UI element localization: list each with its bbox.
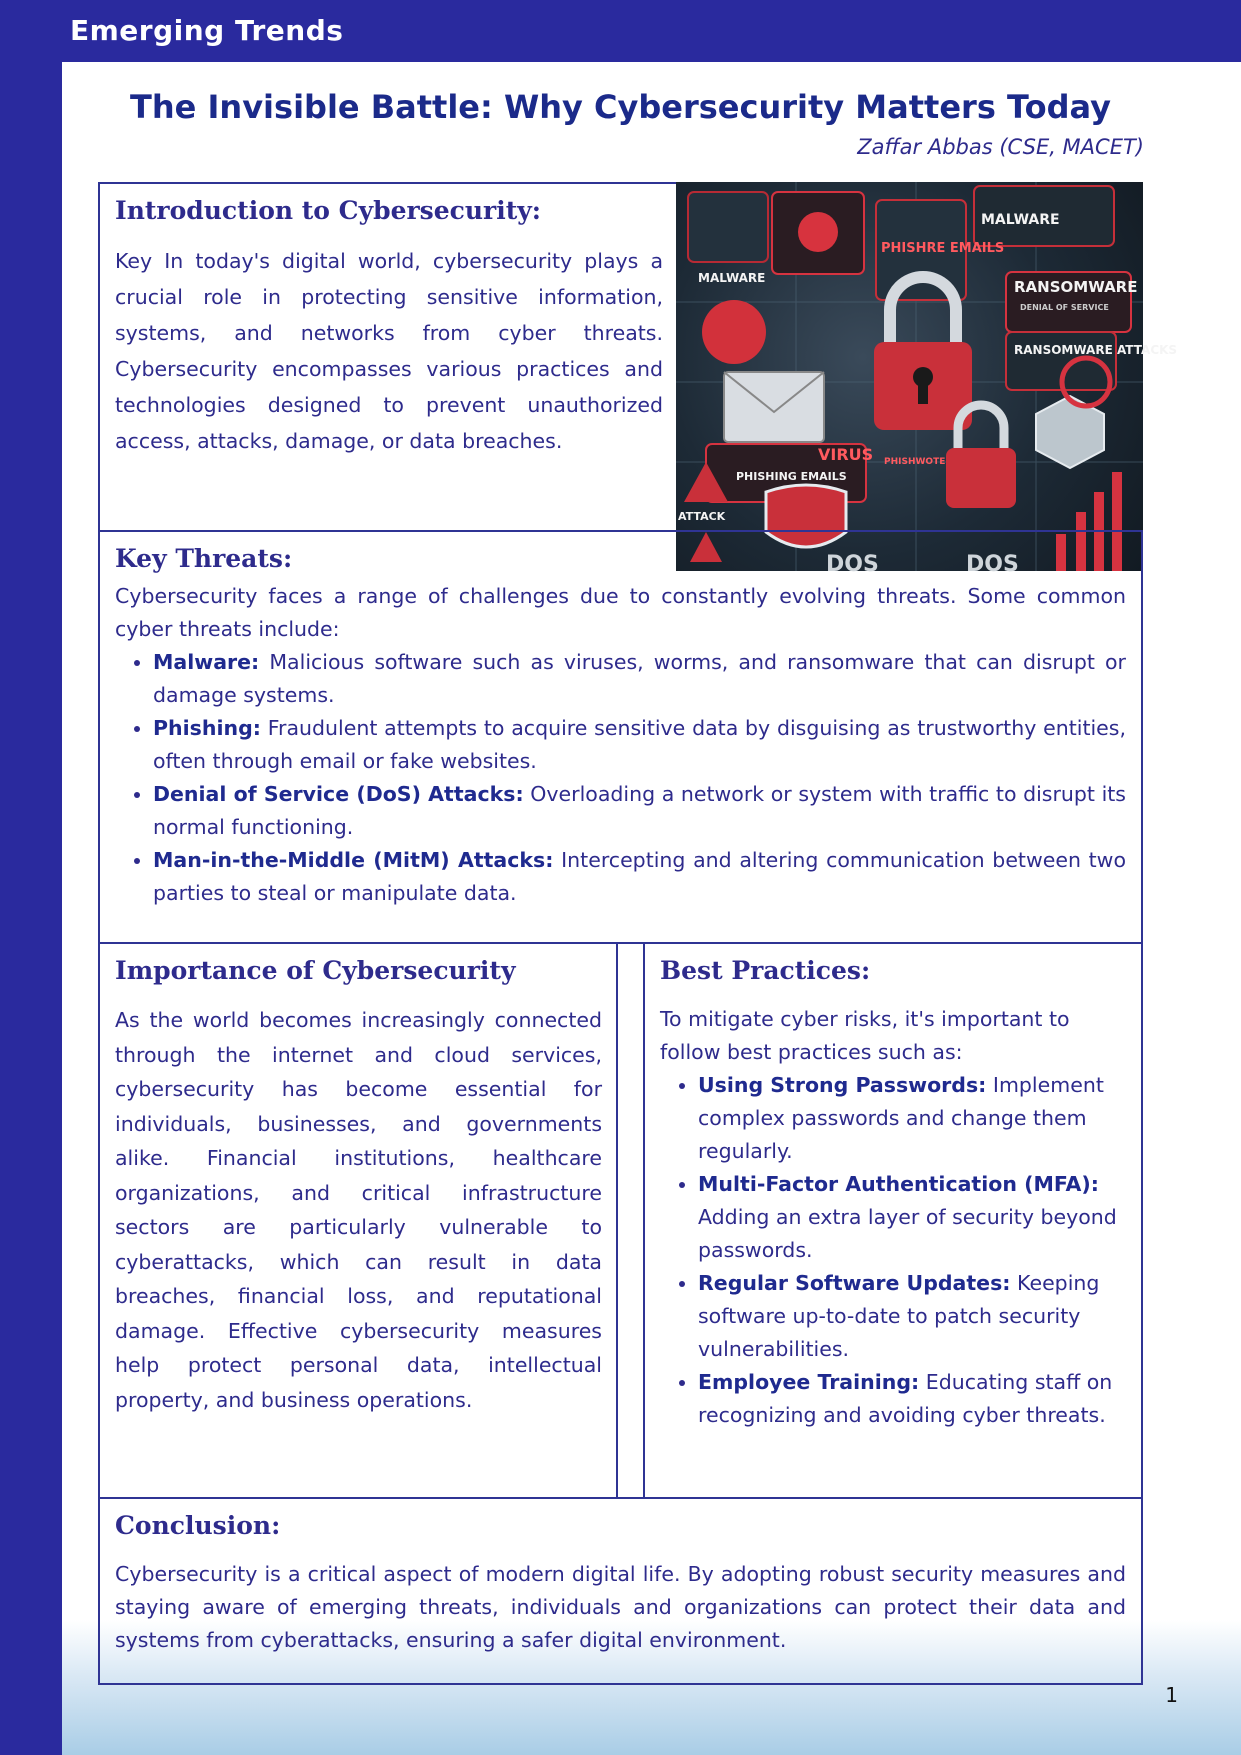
illustration-label: VIRUS bbox=[818, 445, 874, 464]
list-item bbox=[153, 712, 1126, 778]
illustration-label: MALWARE bbox=[698, 271, 766, 285]
conclusion-section bbox=[98, 1497, 1143, 1685]
illustration-label: RANSOMWARE ATTACKS bbox=[1014, 343, 1178, 357]
importance-section bbox=[98, 942, 618, 1499]
threat-desc: Fraudulent attempts to acquire sensitive data by disguising as trustworthy entities, often through email or fake websites. bbox=[153, 716, 1126, 773]
threats-heading: Key Threats: bbox=[115, 544, 293, 573]
practice-term: Employee Training: bbox=[698, 1370, 920, 1394]
list-item bbox=[153, 778, 1126, 844]
threat-desc: Malicious software such as viruses, worms, and ransomware that can disrupt or damage systems. bbox=[153, 650, 1126, 707]
page-title: The Invisible Battle: Why Cybersecurity Matters Today bbox=[130, 88, 1111, 126]
conclusion-heading: Conclusion: bbox=[115, 1511, 281, 1540]
importance-heading: Importance of Cybersecurity bbox=[115, 956, 516, 985]
illustration-label: PHISHWOTE bbox=[884, 457, 946, 467]
illustration-svg bbox=[676, 182, 1178, 577]
section-label: Emerging Trends bbox=[70, 14, 344, 47]
practice-desc: Implement complex passwords and change them regularly. bbox=[698, 1073, 1104, 1163]
practice-desc: Adding an extra layer of security beyond passwords. bbox=[698, 1205, 1117, 1262]
list-item bbox=[698, 1267, 1127, 1366]
illustration-label: DOS bbox=[826, 552, 879, 577]
illustration-label: PHISHING EMAILS bbox=[736, 470, 847, 483]
threats-intro: Cybersecurity faces a range of challenges due to constantly evolving threats. Some common cyber threats include: bbox=[115, 584, 1126, 641]
threat-term: Denial of Service (DoS) Attacks: bbox=[153, 782, 524, 806]
practice-desc: Keeping software up-to-date to patch security vulnerabilities. bbox=[698, 1271, 1100, 1361]
practices-list bbox=[660, 1069, 1127, 1432]
list-item bbox=[153, 844, 1126, 910]
list-item bbox=[698, 1168, 1127, 1267]
list-item bbox=[698, 1366, 1127, 1432]
practice-desc: Educating staff on recognizing and avoiding cyber threats. bbox=[698, 1370, 1113, 1427]
importance-text: As the world becomes increasingly connected through the internet and cloud services, cybersecurity has become essential for individuals, businesses, and governments alike. Financial institutions, healthcare organizations, and critical infrastructure sectors are particularly vulnerable to cyberattacks, which can result in data breaches, financial loss, and reputational damage. Effective cybersecurity measures help protect personal data, intellectual property, and business operations. bbox=[115, 1008, 602, 1412]
threat-term: Malware: bbox=[153, 650, 260, 674]
illustration-label: MALWARE bbox=[981, 212, 1060, 228]
illustration-label: DENIAL OF SERVICE bbox=[1020, 303, 1109, 312]
threat-desc: Overloading a network or system with traffic to disrupt its normal functioning. bbox=[153, 782, 1126, 839]
list-item bbox=[698, 1069, 1127, 1168]
intro-section bbox=[98, 182, 678, 532]
illustration-label: PHISHRE EMAILS bbox=[881, 241, 1005, 256]
intro-heading: Introduction to Cybersecurity: bbox=[115, 196, 542, 225]
threat-term: Phishing: bbox=[153, 716, 261, 740]
conclusion-text: Cybersecurity is a critical aspect of modern digital life. By adopting robust security measures and staying aware of emerging threats, individuals and organizations can protect their data and systems from cyberattacks, ensuring a safer digital environment. bbox=[115, 1562, 1126, 1652]
header-bar bbox=[0, 0, 1241, 62]
practice-term: Regular Software Updates: bbox=[698, 1271, 1011, 1295]
intro-text: Key In today's digital world, cybersecurity plays a crucial role in protecting sensitive information, systems, and networks from cyber threats. Cybersecurity encompasses various practices and technologies designed to prevent unauthorized access, attacks, damage, or data breaches. bbox=[115, 249, 663, 453]
left-accent-bar bbox=[0, 0, 62, 1755]
threat-desc: Intercepting and altering communication between two parties to steal or manipulate data. bbox=[153, 848, 1126, 905]
practices-heading: Best Practices: bbox=[660, 956, 871, 985]
threats-section bbox=[98, 530, 1143, 944]
illustration-label: DOS bbox=[966, 552, 1019, 577]
list-item bbox=[153, 646, 1126, 712]
author-byline: Zaffar Abbas (CSE, MACET) bbox=[857, 135, 1144, 159]
threat-term: Man-in-the-Middle (MitM) Attacks: bbox=[153, 848, 554, 872]
threats-list bbox=[115, 646, 1126, 910]
practice-term: Multi-Factor Authentication (MFA): bbox=[698, 1172, 1099, 1196]
practices-section bbox=[643, 942, 1143, 1499]
illustration-label: ATTACK bbox=[678, 510, 726, 523]
illustration-label: RANSOMWARE bbox=[1014, 278, 1138, 296]
cyber-threats-illustration bbox=[676, 182, 1178, 577]
practices-intro: To mitigate cyber risks, it's important to follow best practices such as: bbox=[660, 1007, 1070, 1064]
page-number: 1 bbox=[1165, 1683, 1178, 1707]
practice-term: Using Strong Passwords: bbox=[698, 1073, 987, 1097]
